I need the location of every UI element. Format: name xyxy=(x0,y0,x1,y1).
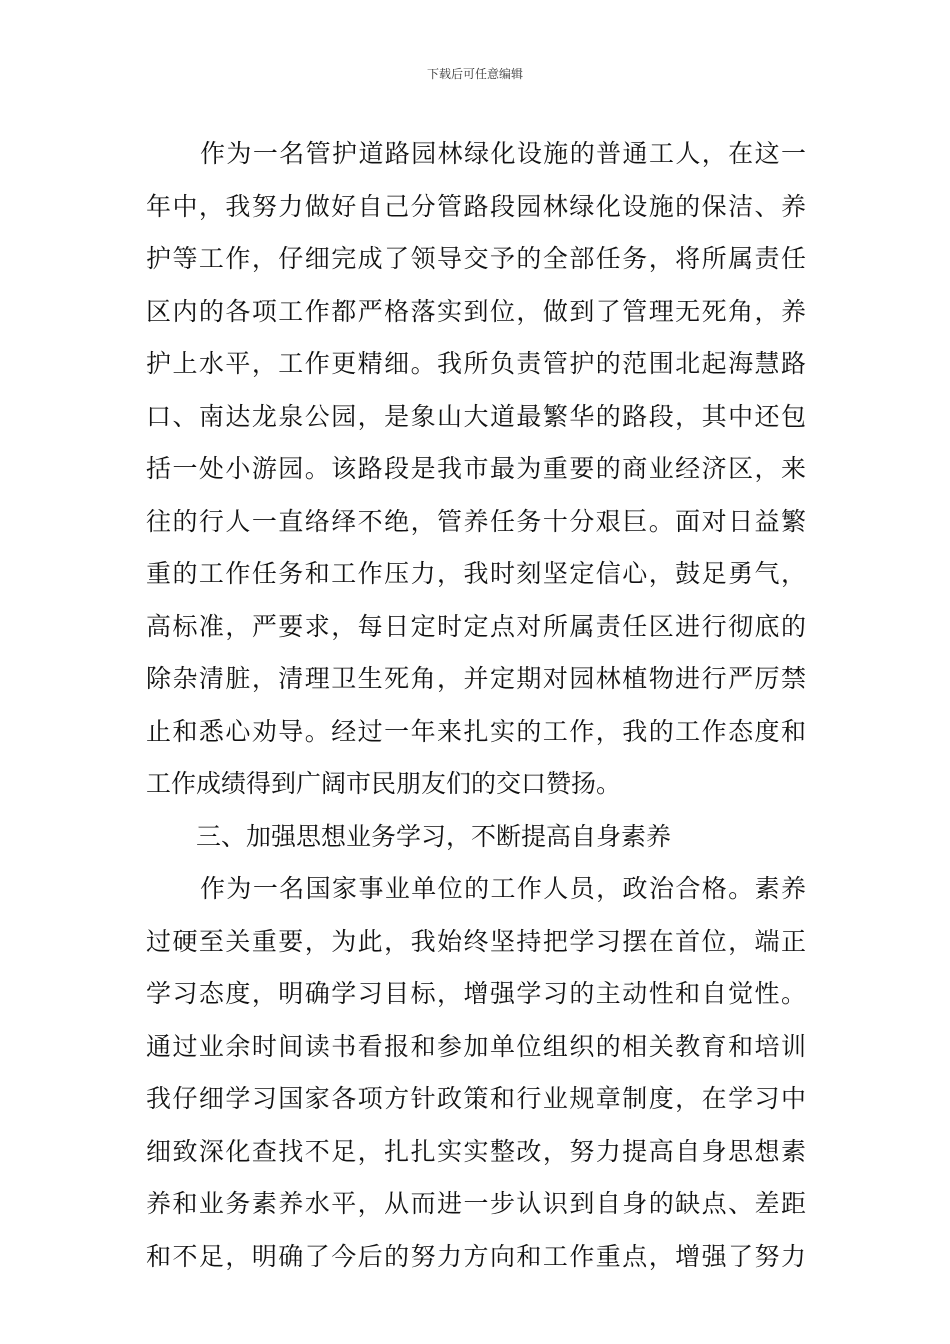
text-line: 作为一名管护道路园林绿化设施的普通工人，在这一 xyxy=(200,139,806,168)
text-line: 养和业务素养水平，从而进一步认识到自身的缺点、差距 xyxy=(146,1189,806,1218)
text-line: 区内的各项工作都严格落实到位，做到了管理无死角，养 xyxy=(146,296,806,326)
section-heading: 三、加强思想业务学习，不断提高自身素养 xyxy=(196,821,672,851)
paragraph-study xyxy=(146,863,806,1283)
text-line: 和不足，明确了今后的努力方向和工作重点，增强了努力 xyxy=(146,1241,806,1271)
text-line: 护上水平，工作更精细。我所负责管护的范围北起海慧路 xyxy=(146,349,806,378)
header-note: 下载后可任意编辑 xyxy=(426,67,523,81)
text-line: 护等工作，仔细完成了领导交予的全部任务，将所属责任 xyxy=(146,244,806,273)
text-line: 细致深化查找不足，扎扎实实整改，努力提高自身思想素 xyxy=(146,1136,806,1166)
document-body xyxy=(146,128,806,1283)
text-line: 括一处小游园。该路段是我市最为重要的商业经济区，来 xyxy=(146,454,806,483)
text-line: 工作成绩得到广阔市民朋友们的交口赞扬。 xyxy=(146,769,622,798)
text-line: 通过业余时间读书看报和参加单位组织的相关教育和培训 xyxy=(146,1031,806,1061)
text-line: 口、南达龙泉公园，是象山大道最繁华的路段，其中还包 xyxy=(146,401,806,431)
text-line: 止和悉心劝导。经过一年来扎实的工作，我的工作态度和 xyxy=(146,716,806,746)
text-line: 我仔细学习国家各项方针政策和行业规章制度，在学习中 xyxy=(146,1084,806,1113)
text-line: 往的行人一直络绎不绝，管养任务十分艰巨。面对日益繁 xyxy=(146,506,806,536)
text-line: 高标准，严要求，每日定时定点对所属责任区进行彻底的 xyxy=(146,611,806,641)
text-line: 年中，我努力做好自己分管路段园林绿化设施的保洁、养 xyxy=(146,191,806,221)
text-line: 作为一名国家事业单位的工作人员，政治合格。素养 xyxy=(200,874,806,903)
text-line: 过硬至关重要，为此，我始终坚持把学习摆在首位，端正 xyxy=(146,926,806,956)
text-line: 除杂清脏，清理卫生死角，并定期对园林植物进行严厉禁 xyxy=(146,664,806,693)
paragraph-work-summary xyxy=(146,128,806,811)
text-line: 学习态度，明确学习目标，增强学习的主动性和自觉性。 xyxy=(146,979,806,1008)
text-line: 重的工作任务和工作压力，我时刻坚定信心，鼓足勇气， xyxy=(146,559,806,588)
